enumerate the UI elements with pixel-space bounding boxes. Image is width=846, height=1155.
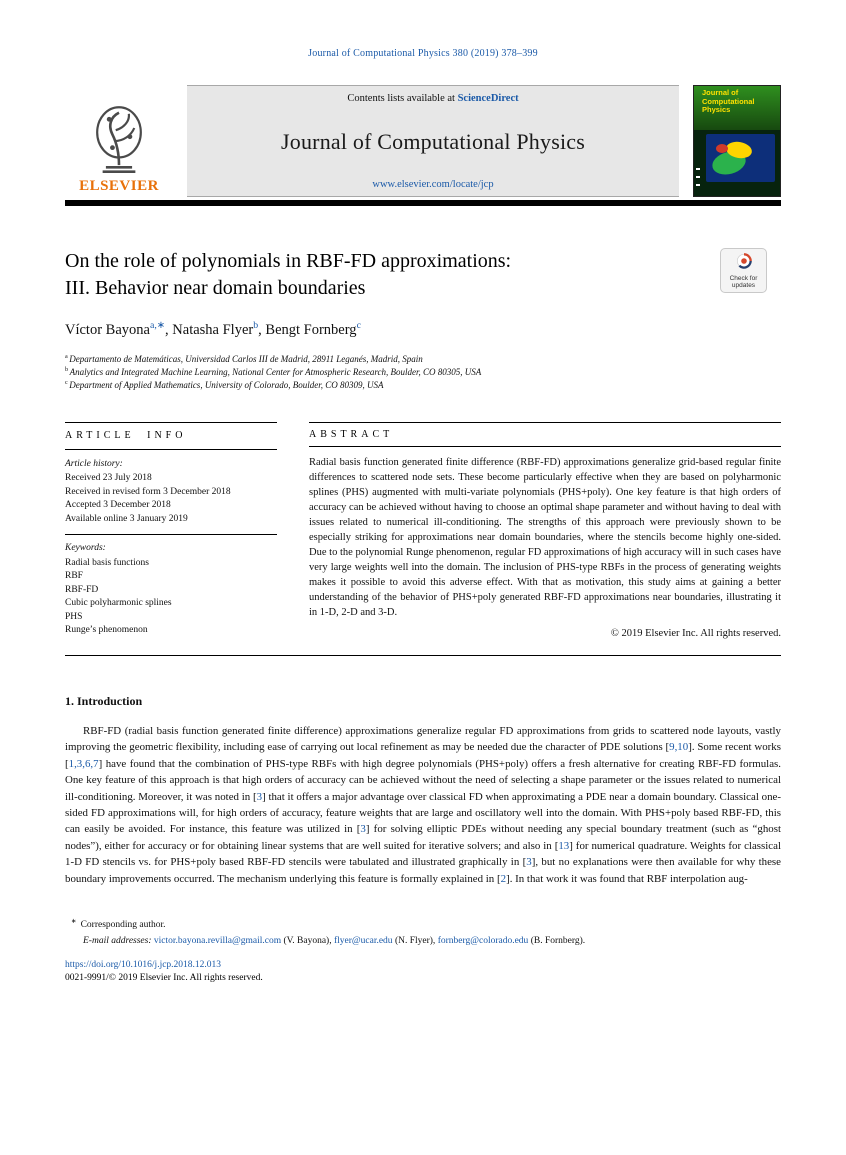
history-item: Received 23 July 2018 [65,473,152,483]
info-abstract-grid [65,422,781,639]
inline-link[interactable]: 3 [526,856,532,869]
text-segment: Analytics and Integrated Machine Learning, National Center for Atmospheric Research, Boulder, CO 80305, USA [69,367,482,377]
inline-link[interactable]: 2 [500,872,507,885]
keyword-item: Cubic polyharmonic splines [65,598,172,608]
affiliation-a [65,353,781,366]
abstract-column [309,422,781,639]
text-segment: Department of Applied Mathematics, University of Colorado, Boulder, CO 80309, USA [69,380,384,390]
contents-prefix: Contents lists available at [347,93,458,104]
elsevier-tree-icon [86,104,152,176]
inline-link[interactable]: b [253,320,259,332]
journal-citation-link[interactable]: Journal of Computational Physics 380 (2019) 378–399 [308,48,538,59]
text-segment: c [65,380,70,386]
article-info-mid-rule [65,534,277,535]
inline-link[interactable]: 13 [558,839,570,852]
text-segment: Departamento de Matemáticas, Universidad Carlos III de Madrid, 28911 Leganés, Madrid, Spain [69,354,423,364]
sciencedirect-link[interactable]: ScienceDirect [457,93,519,104]
elsevier-logo [65,85,173,197]
corresponding-author-note [65,915,781,932]
journal-title: Journal of Computational Physics [281,128,585,154]
article-info-column [65,422,277,639]
corresponding-author-text: Corresponding author. [80,920,166,931]
inline-link[interactable]: a,∗ [149,320,166,332]
cover-art [706,134,775,182]
inline-link[interactable]: flyer@ucar.edu [333,936,393,947]
abstract-copyright: © 2019 Elsevier Inc. All rights reserved. [610,628,781,639]
keyword-item: RBF-FD [65,584,99,595]
text-segment: (B. Fornberg). [528,936,586,947]
text-segment: (N. Flyer), [392,936,438,947]
inline-link[interactable]: 3 [256,790,263,803]
text-segment: ] for solving elliptic PDEs without needing any special boundary treatment (such as “ghost nodes”), either for accuracy or for obtaining linear systems that are well suited for iterative solvers; and also in [ [65,823,781,852]
cover-spine-mark [696,168,700,170]
text-segment: ]. In that work it was found that RBF interpolation aug- [506,872,748,885]
text-segment: ] for numerical quadrature. Weights for classical 1-D FD stencils vs. for PHS+poly based RBF-FD stencils were tabulated and illustrated graphically in [ [65,839,781,869]
inline-link[interactable]: victor.bayona.revilla@gmail.com [151,936,282,947]
text-segment: RBF-FD (radial basis function generated finite difference) approximations generalize regular FD approximations from grids to scattered node layouts, vastly improving the geometric flexibility, including ease of carrying out local refinement as may be needed due the character of PDE solutions [ [65,725,781,754]
keyword-item: Radial basis functions [65,557,149,568]
affiliations [65,353,781,392]
cover-banner [694,86,780,130]
abstract-bottom-rule [65,655,781,656]
text-segment: ] that it offers a major advantage over classical FD when approximating a PDE near a domain boundary. Classical one-sided FD approximations will, for high orders of accuracy, feature weights that are large and oscillatory well into the domain. With PHS+poly based RBF-FD, this can easily be avoided. For instance, this feature was utilized in [ [65,790,781,836]
inline-link[interactable]: 3 [360,823,366,836]
text-segment: , Bengt Fornberg [258,322,357,338]
article-title-line2: III. Behavior near domain boundaries [65,277,366,299]
keyword-item: Runge’s phenomenon [65,625,148,635]
authors-line [65,322,781,339]
text-segment: Víctor Bayona [65,322,150,338]
article-history-list [65,472,277,526]
journal-cover-thumbnail[interactable] [693,85,781,197]
text-segment: a [65,354,70,360]
text-segment: , Natasha Flyer [165,322,254,338]
footnote-block [65,915,781,948]
text-segment: b [65,367,70,373]
abstract-heading-rule [309,446,781,447]
cover-spine-mark [696,176,700,178]
article-info-heading: ARTICLE INFO [65,430,187,441]
introduction-paragraph [65,723,781,887]
journal-banner [187,85,679,197]
affiliation-b [65,366,781,379]
elsevier-wordmark: ELSEVIER [79,178,159,194]
inline-link[interactable]: 9,10 [669,741,689,754]
article-history-label: Article history: [65,458,123,469]
affiliation-c [65,379,781,392]
masthead-rule [65,200,781,206]
journal-homepage-link[interactable]: www.elsevier.com/locate/jcp [372,179,494,190]
journal-masthead [65,85,781,197]
cover-spine-mark [696,184,700,186]
text-segment: (V. Bayona), [281,936,334,947]
footnote-marker: ∗ [71,918,77,926]
article-info-heading-rule [65,449,277,450]
keywords-list [65,557,277,638]
article-title [65,248,511,302]
history-item: Available online 3 January 2019 [65,513,188,524]
text-segment: ], but no explanations were then available for why these boundary improvements occurred. The mechanism underlying this feature is formally explained in [ [65,856,782,885]
inline-link[interactable]: 1,3,6,7 [68,757,99,770]
section-heading-introduction: 1. Introduction [65,694,143,708]
cover-title: Journal of Computational Physics [702,88,755,114]
contents-line [193,93,673,104]
check-for-updates-label: Check for updates [729,274,758,289]
keyword-item: PHS [65,611,83,622]
inline-link[interactable]: c [356,320,361,332]
text-segment: ] have found that the combination of PHS-type RBFs with high degree polynomials (PHS+poly) offers a fresh alternative for creating RBF-FD formulas. One key feature of this approach is that high orders of accuracy can be achieved without the need of selecting a shape parameter or the issues related to numerical ill-conditioning. Moreover, it was noted in [ [65,757,781,803]
title-block [65,248,781,302]
abstract-heading: ABSTRACT [309,429,394,440]
history-item: Accepted 3 December 2018 [65,500,171,510]
abstract-text: Radial basis function generated finite difference (RBF-FD) approximations generalize grid-based regular finite differences to scattered node sets. These become particularly effective when they are based on polyharmonic splines (PHS) augmented with multi-variate polynomials (PHS+poly). One key feature is that high orders of accuracy can be achieved without having to choose an optimal shape parameter and without having to deal with issues related to numerical ill-conditioning. The strengths of this approach were previously shown to be especially striking for approximations near domain boundaries, where the stencils become highly one-sided. Due to the polynomial Runge phenomenon, regular FD approximations of high accuracy will in such cases have very large weights well into the domain. The inclusion of PHS-type RBFs in the process of generating weights makes it possible to avoid this adverse effect. With that as motivation, this study aims at gaining a better understanding of the behavior of PHS+poly generated RBF-FD approximations near boundaries, illustrating it in 1-D, 2-D and 3-D. [309,457,781,618]
email-addresses-label: E-mail addresses: [83,936,152,947]
issn-copyright-line: 0021-9991/© 2019 Elsevier Inc. All rights reserved. [65,973,263,984]
keywords-label: Keywords: [65,543,106,553]
email-addresses [152,936,586,946]
history-item: Received in revised form 3 December 2018 [65,486,231,497]
keyword-item: RBF [65,571,83,581]
email-addresses-line [65,934,781,948]
check-for-updates-icon [736,253,752,274]
text-segment: ]. Some recent works [ [65,741,781,770]
article-title-line1: On the role of polynomials in RBF-FD approximations: [65,250,512,272]
check-for-updates-badge[interactable] [720,248,767,293]
doi-link[interactable]: https://doi.org/10.1016/j.jcp.2018.12.013 [65,960,222,971]
inline-link[interactable]: fornberg@colorado.edu [437,936,529,947]
